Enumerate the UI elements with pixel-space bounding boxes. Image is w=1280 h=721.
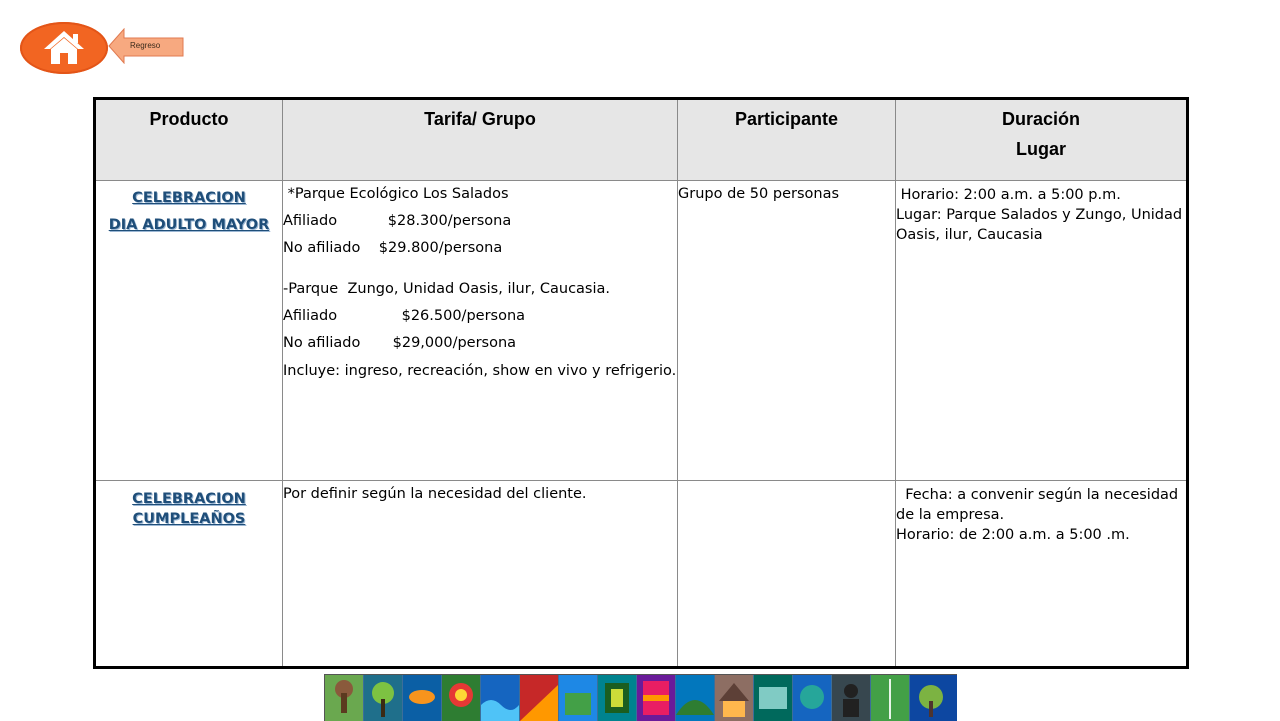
decorative-footer-strip: [324, 674, 957, 721]
header-duracion: Duración Lugar: [896, 99, 1188, 181]
product-link-celebracion[interactable]: CELEBRACION: [132, 190, 246, 206]
header-tarifa: Tarifa/ Grupo: [283, 99, 678, 181]
products-table: [93, 97, 1189, 669]
spacer: [283, 262, 677, 276]
duracion-cell: Fecha: a convenir según la necesidad de la empresa. Horario: de 2:00 a.m. a 5:00 .m.: [896, 481, 1188, 669]
tarifa-cell: *Parque Ecológico Los Salados Afiliado $28.300/persona No afiliado $29.800/persona -Parque Zungo, Unidad Oasis, ilur, Caucasia. Afiliado $26.500/persona No afiliado $29,000/persona Incluye: ingreso, recreación, show en vivo y refrigerio.: [283, 181, 678, 481]
product-link-cumpleanos[interactable]: CUMPLEAÑOS: [132, 511, 246, 527]
product-cell: [95, 181, 283, 481]
table-row: [95, 181, 1188, 481]
home-button[interactable]: [20, 22, 108, 74]
participante-cell: Grupo de 50 personas: [678, 181, 896, 481]
decorative-art-tiles: [325, 675, 957, 721]
participante-cell: [678, 481, 896, 669]
product-link-celebracion[interactable]: CELEBRACION: [132, 491, 246, 507]
product-link-dia-adulto-mayor[interactable]: DIA ADULTO MAYOR: [108, 217, 270, 233]
back-button[interactable]: [108, 28, 184, 64]
home-icon: [42, 29, 86, 67]
product-cell: [95, 481, 283, 669]
duracion-cell: Horario: 2:00 a.m. a 5:00 p.m. Lugar: Parque Salados y Zungo, Unidad Oasis, ilur, Caucasia: [896, 181, 1188, 481]
header-participante: Participante: [678, 99, 896, 181]
back-label: Regreso: [130, 41, 161, 50]
header-producto: Producto: [95, 99, 283, 181]
table-bottom-border: [93, 666, 1186, 669]
table-row: [95, 481, 1188, 669]
tarifa-cell: Por definir según la necesidad del cliente.: [283, 481, 678, 669]
